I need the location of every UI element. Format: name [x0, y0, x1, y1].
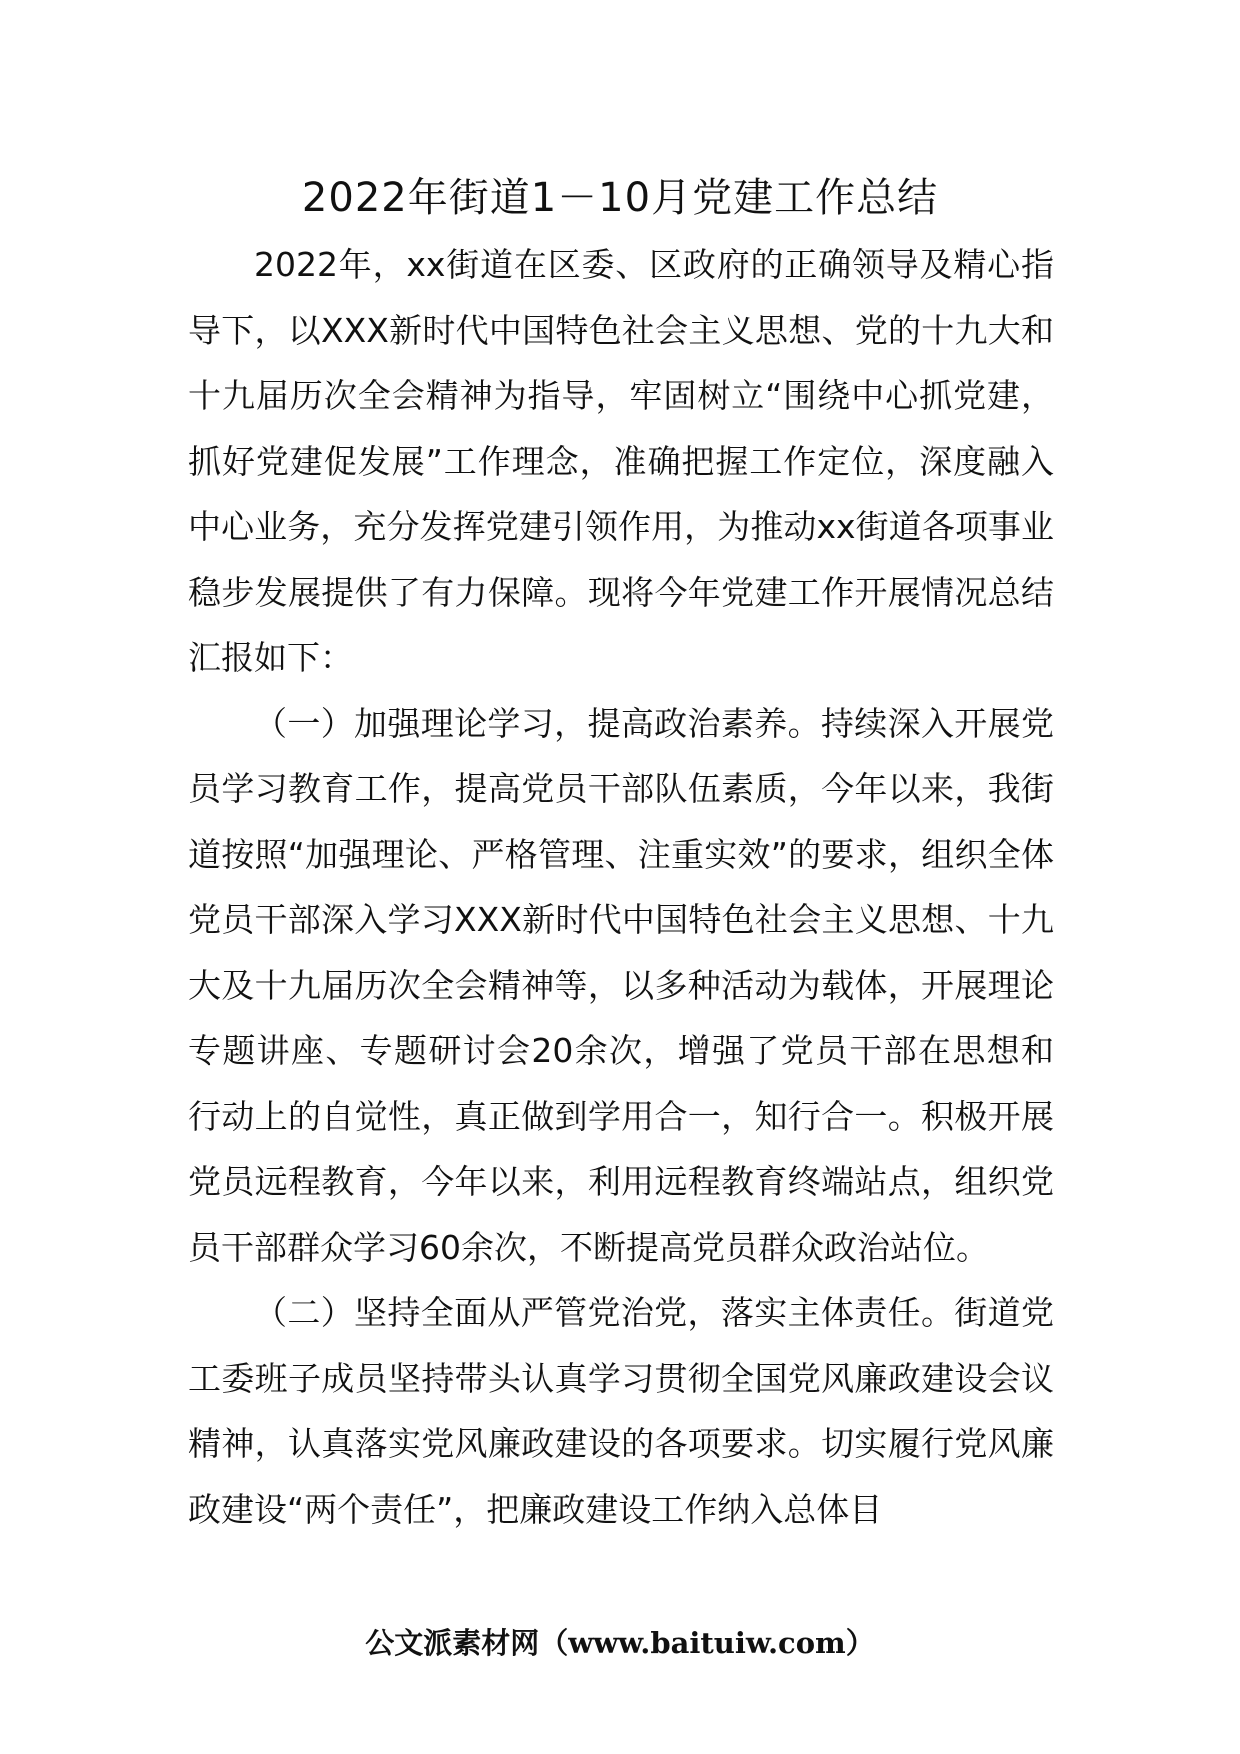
footer-watermark: 公文派素材网（www.baituiw.com） [365, 1626, 875, 1660]
paragraph-section-2: （二）坚持全面从严管党治党，落实主体责任。街道党工委班子成员坚持带头认真学习贯彻全国党风廉政建设会议精神，认真落实党风廉政建设的各项要求。切实履行党风廉政建设“两个责任”，把廉政建设工作纳入总体目 [188, 1293, 1054, 1529]
document-body [188, 232, 1054, 1542]
paragraph-intro: 2022年，xx街道在区委、区政府的正确领导及精心指导下，以XXX新时代中国特色社会主义思想、党的十九大和十九届历次全会精神为指导，牢固树立“围绕中心抓党建，抓好党建促发展”工作理念，准确把握工作定位，深度融入中心业务，充分发挥党建引领作用，为推动xx街道各项事业稳步发展提供了有力保障。现将今年党建工作开展情况总结汇报如下： [188, 245, 1054, 677]
paragraph-section-1: （一）加强理论学习，提高政治素养。持续深入开展党员学习教育工作，提高党员干部队伍素质，今年以来，我街道按照“加强理论、严格管理、注重实效”的要求，组织全体党员干部深入学习XXX新时代中国特色社会主义思想、十九大及十九届历次全会精神等，以多种活动为载体，开展理论专题讲座、专题研讨会20余次，增强了党员干部在思想和行动上的自觉性，真正做到学用合一，知行合一。积极开展党员远程教育，今年以来，利用远程教育终端站点，组织党员干部群众学习60余次，不断提高党员群众政治站位。 [188, 703, 1054, 1267]
document-title: 2022年街道1－10月党建工作总结 [301, 175, 939, 221]
